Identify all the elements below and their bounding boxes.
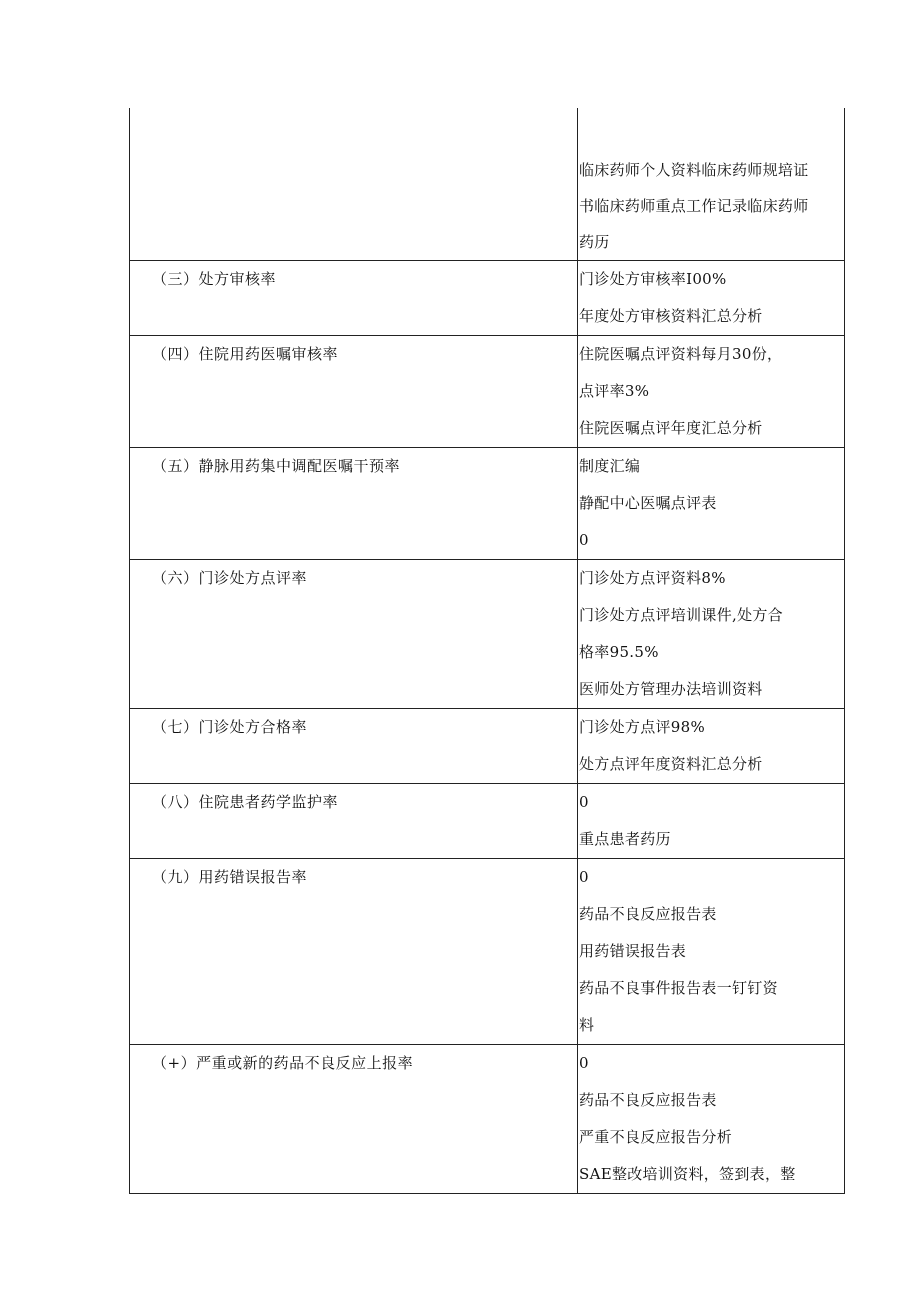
material-line: 处方点评年度资料汇总分析	[579, 755, 763, 773]
material-line: 医师处方管理办法培训资料	[579, 680, 763, 698]
table-row	[130, 859, 845, 1045]
table-row	[130, 560, 845, 709]
material-line: 点评率3%	[579, 382, 650, 400]
material-line: 料	[579, 1016, 595, 1034]
material-line: 临床药师个人资料临床药师规培证	[579, 161, 809, 179]
material-line: 格率95.5%	[579, 643, 659, 661]
indicator-cell: （六）门诊处方点评率	[130, 560, 578, 709]
indicator-cell: （+）严重或新的药品不良反应上报率	[130, 1045, 578, 1194]
materials-cell	[578, 448, 845, 560]
material-line: 住院医嘱点评年度汇总分析	[579, 419, 763, 437]
indicator-cell: （三）处方审核率	[130, 261, 578, 336]
material-line: 门诊处方点评98%	[579, 718, 706, 736]
material-line: 门诊处方点评资料8%	[579, 569, 726, 587]
indicator-cell: （五）静脉用药集中调配医嘱干预率	[130, 448, 578, 560]
material-line: 0	[579, 1054, 589, 1072]
material-line: 严重不良反应报告分析	[579, 1128, 733, 1146]
material-line: SAE整改培训资料，签到表，整	[579, 1165, 796, 1183]
table-row	[130, 261, 845, 336]
table-row	[130, 784, 845, 859]
table-row	[130, 108, 845, 261]
material-line: 静配中心医嘱点评表	[579, 494, 717, 512]
material-line: 0	[579, 868, 589, 886]
indicator-cell: （八）住院患者药学监护率	[130, 784, 578, 859]
material-line: 书临床药师重点工作记录临床药师	[579, 197, 809, 215]
material-line: 药品不良反应报告表	[579, 1091, 717, 1109]
table-row	[130, 448, 845, 560]
materials-cell	[578, 859, 845, 1045]
material-line: 0	[579, 531, 589, 549]
material-line: 0	[579, 793, 589, 811]
indicator-cell: （七）门诊处方合格率	[130, 709, 578, 784]
table-row	[130, 1045, 845, 1194]
material-line: 药历	[579, 233, 610, 251]
material-line: 药品不良事件报告表一钉钉资	[579, 979, 778, 997]
materials-cell	[578, 108, 845, 261]
material-line: 年度处方审核资料汇总分析	[579, 307, 763, 325]
materials-cell	[578, 784, 845, 859]
indicator-table	[129, 108, 845, 1194]
indicator-cell: （四）住院用药医嘱审核率	[130, 336, 578, 448]
material-line: 住院医嘱点评资料每月30份，	[579, 345, 783, 363]
material-line: 门诊处方点评培训课件,处方合	[579, 606, 783, 624]
material-line: 制度汇编	[579, 457, 641, 475]
indicator-cell: （九）用药错误报告率	[130, 859, 578, 1045]
material-line: 用药错误报告表	[579, 942, 687, 960]
materials-cell	[578, 709, 845, 784]
material-line: 药品不良反应报告表	[579, 905, 717, 923]
materials-cell	[578, 336, 845, 448]
material-line: 门诊处方审核率I00%	[579, 270, 727, 288]
materials-cell	[578, 560, 845, 709]
materials-cell	[578, 261, 845, 336]
materials-cell	[578, 1045, 845, 1194]
indicator-cell	[130, 108, 578, 261]
table-row	[130, 709, 845, 784]
table-row	[130, 336, 845, 448]
material-line: 重点患者药历	[579, 830, 671, 848]
